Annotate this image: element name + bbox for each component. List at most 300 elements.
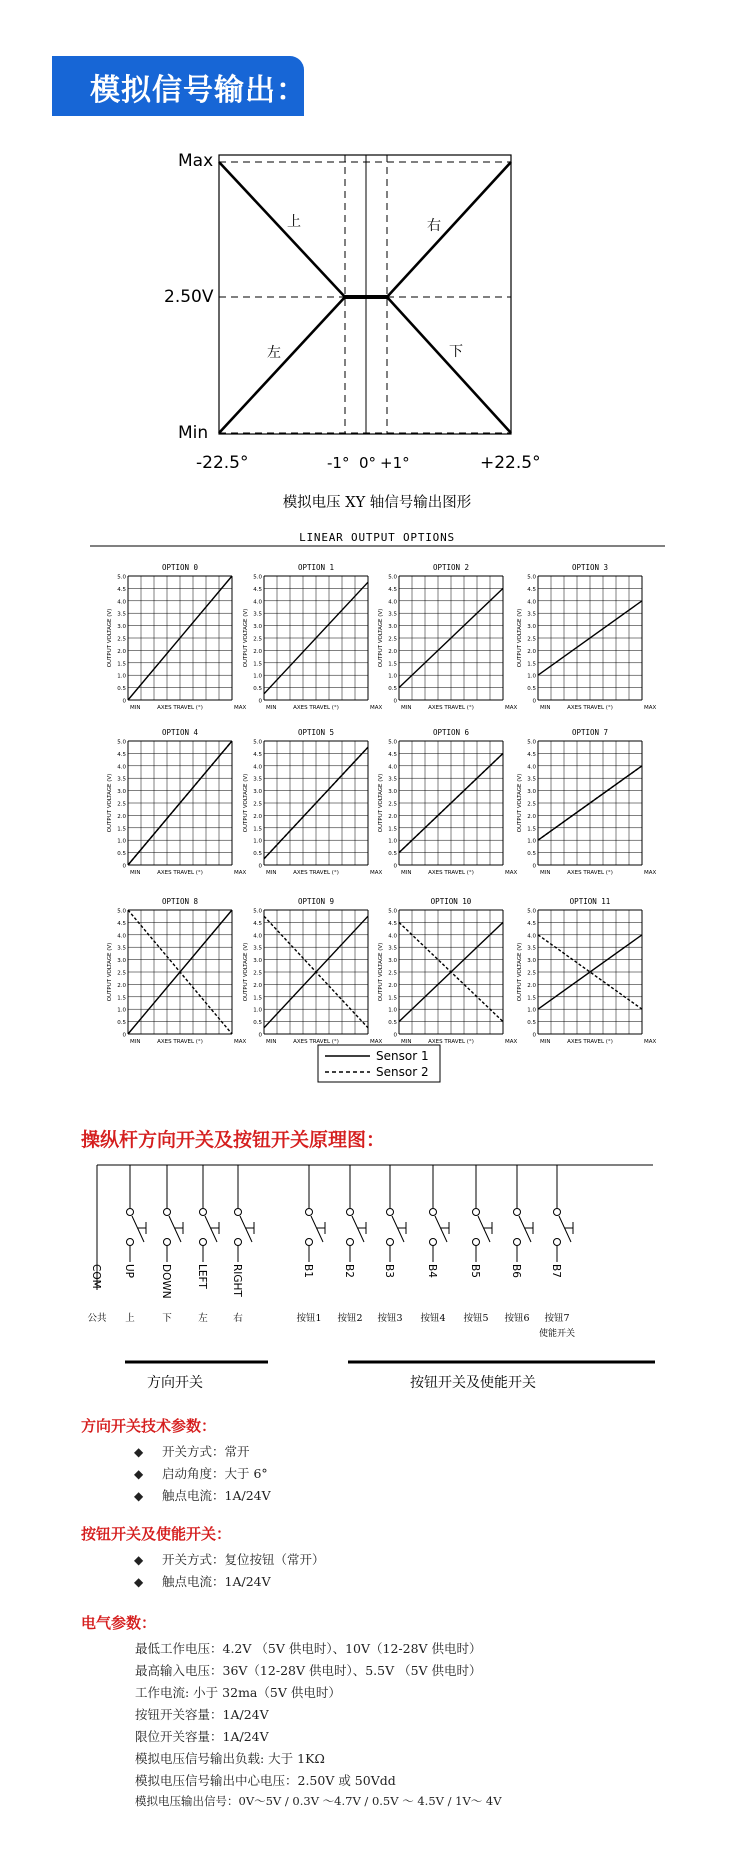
x-max-label: MAX xyxy=(644,870,657,876)
y-tick-label: 3.0 xyxy=(253,624,262,631)
y-axis-label: OUTPUT VOLTAGE (V) xyxy=(107,942,113,1002)
y-tick-label: 2.5 xyxy=(388,636,397,643)
y-tick-label: 2.5 xyxy=(253,970,262,977)
y-tick-label: 4.5 xyxy=(388,751,397,758)
y-tick-label: 2.0 xyxy=(527,982,536,989)
y-axis-label: OUTPUT VOLTAGE (V) xyxy=(517,942,523,1002)
x-axis-label: AXES TRAVEL (°) xyxy=(293,1039,339,1045)
y-tick-label: 5.0 xyxy=(117,574,126,581)
y-tick-label: 2.0 xyxy=(527,648,536,655)
switch-contact xyxy=(473,1239,480,1246)
switch-contact xyxy=(347,1239,354,1246)
terminal-label: 下 xyxy=(162,1313,172,1324)
button-item-current: ◆ 触点电流：1A/24V xyxy=(134,1574,271,1589)
y-tick-label: 2.5 xyxy=(527,636,536,643)
y-tick-label: 3.5 xyxy=(388,945,397,952)
switch-contact xyxy=(127,1209,134,1216)
switch-terminal xyxy=(87,1264,107,1324)
y-tick-label: 3.0 xyxy=(527,789,536,796)
y-tick-label: 1.5 xyxy=(117,995,126,1002)
x-min-label: MIN xyxy=(130,870,141,876)
y-tick-label: 0.5 xyxy=(117,1020,126,1027)
switch-terminal xyxy=(231,1165,254,1324)
switch-contact xyxy=(164,1239,171,1246)
y-tick-label: 1.0 xyxy=(388,838,397,845)
x-axis-label: AXES TRAVEL (°) xyxy=(428,1039,474,1045)
option-title: OPTION 2 xyxy=(432,563,470,572)
y-axis-label: OUTPUT VOLTAGE (V) xyxy=(107,608,113,668)
terminal-code: B6 xyxy=(510,1264,522,1278)
button-item-mode: ◆ 开关方式：复位按钮（常开） xyxy=(134,1552,325,1567)
switch-contact xyxy=(554,1239,561,1246)
switch-schematic xyxy=(0,1150,750,1410)
y-tick-label: 3.5 xyxy=(253,611,262,618)
y-tick-label: 2.0 xyxy=(388,648,397,655)
terminal-code: DOWN xyxy=(160,1264,172,1299)
terminal-code: B2 xyxy=(343,1264,355,1278)
switch-blade xyxy=(519,1216,531,1242)
x-axis-label: AXES TRAVEL (°) xyxy=(157,870,203,876)
terminal-label: 按钮4 xyxy=(420,1313,446,1324)
y-axis-label: OUTPUT VOLTAGE (V) xyxy=(378,942,384,1002)
terminal-code: RIGHT xyxy=(231,1264,243,1297)
switch-contact xyxy=(473,1209,480,1216)
x-label-right: +22.5° xyxy=(480,453,541,473)
y-tick-label: 1.5 xyxy=(117,661,126,668)
y-axis-label: OUTPUT VOLTAGE (V) xyxy=(107,773,113,833)
y-tick-label: 0.5 xyxy=(388,851,397,858)
button-switch-heading: 按钮开关及使能开关： xyxy=(81,1525,232,1543)
y-tick-label: 4.5 xyxy=(527,920,536,927)
x-max-label: MAX xyxy=(234,870,247,876)
option-chart xyxy=(378,897,518,1045)
electrical-item: 最高输入电压：36V（12-28V 供电时）、5.5V （5V 供电时） xyxy=(135,1663,482,1678)
y-tick-label: 1.5 xyxy=(253,995,262,1002)
y-tick-label: 4.5 xyxy=(388,920,397,927)
y-tick-label: 2.0 xyxy=(117,813,126,820)
y-axis-label: OUTPUT VOLTAGE (V) xyxy=(517,773,523,833)
y-tick-label: 0.5 xyxy=(253,851,262,858)
x-label-neg1: -1° xyxy=(327,454,350,472)
y-tick-label: 2.5 xyxy=(527,801,536,808)
y-tick-label: 4.0 xyxy=(527,599,536,606)
y-tick-label: 3.5 xyxy=(388,611,397,618)
group-label-buttons: 按钮开关及使能开关 xyxy=(410,1375,536,1391)
option-title: OPTION 10 xyxy=(430,897,472,906)
x-label-zero: 0° xyxy=(359,454,377,472)
y-tick-label: 0.5 xyxy=(117,851,126,858)
terminal-label: 按钮1 xyxy=(296,1313,322,1324)
switch-contact xyxy=(235,1209,242,1216)
switch-contact xyxy=(306,1239,313,1246)
switch-blade xyxy=(478,1216,490,1242)
y-axis-label: OUTPUT VOLTAGE (V) xyxy=(517,608,523,668)
y-tick-label: 0.5 xyxy=(527,686,536,693)
switch-contact xyxy=(306,1209,313,1216)
y-tick-label: 5.0 xyxy=(527,739,536,746)
terminal-code: B7 xyxy=(550,1264,562,1278)
option-chart xyxy=(517,897,657,1045)
y-tick-label: 3.5 xyxy=(117,776,126,783)
option-chart xyxy=(378,563,518,711)
x-max-label: MAX xyxy=(234,1039,247,1045)
y-tick-label: 0.5 xyxy=(527,851,536,858)
y-tick-label: 3.5 xyxy=(527,945,536,952)
y-tick-label: 1.0 xyxy=(527,1007,536,1014)
terminal-label: 上 xyxy=(125,1313,135,1324)
y-tick-label: 2.5 xyxy=(253,801,262,808)
y-tick-label: 4.0 xyxy=(388,599,397,606)
x-min-label: MIN xyxy=(401,870,412,876)
switch-diagram-title: 操纵杆方向开关及按钮开关原理图： xyxy=(81,1129,386,1151)
option-title: OPTION 7 xyxy=(571,728,609,737)
x-min-label: MIN xyxy=(540,705,551,711)
linear-output-options xyxy=(0,520,750,1100)
y-tick-label: 1.5 xyxy=(527,826,536,833)
option-chart xyxy=(243,897,383,1045)
xy-output-chart xyxy=(0,145,750,515)
terminal-code: UP xyxy=(123,1264,135,1279)
y-tick-label: 3.0 xyxy=(527,624,536,631)
switch-blade xyxy=(435,1216,447,1242)
y-tick-label: 4.5 xyxy=(253,751,262,758)
switch-blade xyxy=(240,1216,252,1242)
y-axis-label: OUTPUT VOLTAGE (V) xyxy=(243,942,249,1002)
xy-output-lines xyxy=(219,162,511,433)
y-tick-label: 4.0 xyxy=(253,933,262,940)
electrical-item: 最低工作电压：4.2V （5V 供电时）、10V（12-28V 供电时） xyxy=(135,1641,482,1656)
y-tick-label: 3.0 xyxy=(253,958,262,965)
y-tick-label: 0 xyxy=(258,1032,262,1039)
xy-frame xyxy=(219,155,511,434)
y-tick-label: 3.5 xyxy=(117,945,126,952)
terminal-label: 按钮2 xyxy=(337,1313,363,1324)
switch-blade xyxy=(352,1216,364,1242)
switch-blade xyxy=(559,1216,571,1242)
y-tick-label: 1.5 xyxy=(388,995,397,1002)
switch-terminal xyxy=(377,1165,406,1324)
legend-sensor1: Sensor 1 xyxy=(376,1049,429,1063)
region-label-down: 下 xyxy=(449,344,463,360)
y-tick-label: 3.5 xyxy=(388,776,397,783)
electrical-item: 工作电流: 小于 32ma（5V 供电时） xyxy=(135,1685,341,1700)
y-tick-label: 4.0 xyxy=(527,764,536,771)
x-min-label: MIN xyxy=(266,870,277,876)
switch-contact xyxy=(164,1209,171,1216)
x-axis-label: AXES TRAVEL (°) xyxy=(293,705,339,711)
y-tick-label: 4.0 xyxy=(527,933,536,940)
terminal-label: 按钮3 xyxy=(377,1313,403,1324)
x-max-label: MAX xyxy=(370,1039,383,1045)
y-tick-label: 0.5 xyxy=(527,1020,536,1027)
y-tick-label: 1.5 xyxy=(388,661,397,668)
option-chart xyxy=(243,563,383,711)
y-tick-label: 4.5 xyxy=(117,920,126,927)
y-tick-label: 0.5 xyxy=(253,686,262,693)
y-tick-label: 1.0 xyxy=(253,1007,262,1014)
y-tick-label: 3.5 xyxy=(527,611,536,618)
region-label-right: 右 xyxy=(427,218,441,234)
x-max-label: MAX xyxy=(370,705,383,711)
y-tick-label: 5.0 xyxy=(253,908,262,915)
terminal-code: B5 xyxy=(469,1264,481,1278)
switch-contact xyxy=(554,1209,561,1216)
y-label-mid: 2.50V xyxy=(164,287,214,307)
y-tick-label: 4.0 xyxy=(253,764,262,771)
y-tick-label: 3.5 xyxy=(253,945,262,952)
linear-options-title: LINEAR OUTPUT OPTIONS xyxy=(299,531,455,544)
switch-contact xyxy=(200,1209,207,1216)
switch-contact xyxy=(430,1209,437,1216)
switch-contact xyxy=(514,1239,521,1246)
y-tick-label: 4.5 xyxy=(527,751,536,758)
x-axis-label: AXES TRAVEL (°) xyxy=(428,870,474,876)
y-tick-label: 1.0 xyxy=(253,838,262,845)
y-axis-label: OUTPUT VOLTAGE (V) xyxy=(243,608,249,668)
switch-blade xyxy=(132,1216,144,1242)
electrical-heading: 电气参数： xyxy=(81,1614,157,1632)
option-title: OPTION 1 xyxy=(297,563,335,572)
direction-item-current: ◆ 触点电流：1A/24V xyxy=(134,1488,271,1503)
y-axis-label: OUTPUT VOLTAGE (V) xyxy=(243,773,249,833)
y-tick-label: 2.0 xyxy=(117,648,126,655)
y-label-min: Min xyxy=(178,423,209,443)
y-tick-label: 1.5 xyxy=(388,826,397,833)
option-title: OPTION 4 xyxy=(161,728,199,737)
y-tick-label: 2.0 xyxy=(388,813,397,820)
y-tick-label: 1.5 xyxy=(117,826,126,833)
x-label-pos1: +1° xyxy=(380,454,410,472)
switch-terminal xyxy=(544,1165,573,1324)
y-tick-label: 0.5 xyxy=(117,686,126,693)
switch-terminal xyxy=(337,1165,366,1324)
y-tick-label: 2.0 xyxy=(253,982,262,989)
y-tick-label: 2.5 xyxy=(117,636,126,643)
x-min-label: MIN xyxy=(540,1039,551,1045)
x-max-label: MAX xyxy=(505,705,518,711)
option-title: OPTION 11 xyxy=(569,897,611,906)
x-min-label: MIN xyxy=(401,1039,412,1045)
x-max-label: MAX xyxy=(234,705,247,711)
electrical-item: 模拟电压输出信号：0V～5V / 0.3V ～4.7V / 0.5V ～ 4.5V / 1V～ 4V xyxy=(135,1794,502,1808)
switch-terminal xyxy=(296,1165,325,1324)
switch-blade xyxy=(169,1216,181,1242)
terminal-code: B4 xyxy=(426,1264,438,1278)
y-tick-label: 3.5 xyxy=(527,776,536,783)
switch-contact xyxy=(235,1239,242,1246)
y-tick-label: 3.0 xyxy=(388,789,397,796)
y-tick-label: 2.0 xyxy=(253,813,262,820)
y-tick-label: 0 xyxy=(122,863,126,870)
section-banner xyxy=(52,56,307,116)
terminal-code: COM xyxy=(90,1264,102,1289)
y-tick-label: 5.0 xyxy=(388,908,397,915)
y-tick-label: 4.5 xyxy=(253,920,262,927)
electrical-item: 限位开关容量：1A/24V xyxy=(135,1729,269,1744)
y-tick-label: 0 xyxy=(532,698,536,705)
y-tick-label: 4.5 xyxy=(388,586,397,593)
y-tick-label: 3.0 xyxy=(527,958,536,965)
y-tick-label: 0.5 xyxy=(388,1020,397,1027)
y-tick-label: 3.0 xyxy=(388,624,397,631)
y-tick-label: 1.0 xyxy=(117,673,126,680)
x-axis-label: AXES TRAVEL (°) xyxy=(157,705,203,711)
y-tick-label: 2.5 xyxy=(117,970,126,977)
region-label-up: 上 xyxy=(287,214,301,230)
terminal-label: 按钮7 xyxy=(544,1313,570,1324)
switch-terminal xyxy=(160,1165,183,1324)
y-tick-label: 0 xyxy=(258,698,262,705)
switch-contact xyxy=(347,1209,354,1216)
switch-contact xyxy=(127,1239,134,1246)
y-tick-label: 3.0 xyxy=(117,958,126,965)
region-label-left: 左 xyxy=(267,345,281,361)
y-tick-label: 3.0 xyxy=(253,789,262,796)
switch-terminal xyxy=(123,1165,146,1324)
y-tick-label: 2.0 xyxy=(117,982,126,989)
chart-legend xyxy=(318,1045,440,1082)
x-axis-label: AXES TRAVEL (°) xyxy=(567,1039,613,1045)
x-min-label: MIN xyxy=(540,870,551,876)
y-tick-label: 1.0 xyxy=(253,673,262,680)
y-tick-label: 4.0 xyxy=(117,933,126,940)
terminal-label: 右 xyxy=(233,1313,243,1324)
y-tick-label: 3.5 xyxy=(253,776,262,783)
y-tick-label: 0 xyxy=(122,1032,126,1039)
option-chart xyxy=(107,563,247,711)
x-axis-label: AXES TRAVEL (°) xyxy=(567,870,613,876)
option-title: OPTION 8 xyxy=(161,897,199,906)
x-axis-label: AXES TRAVEL (°) xyxy=(428,705,474,711)
legend-sensor2: Sensor 2 xyxy=(376,1065,429,1079)
y-tick-label: 5.0 xyxy=(388,574,397,581)
y-tick-label: 4.0 xyxy=(117,599,126,606)
y-tick-label: 5.0 xyxy=(253,574,262,581)
y-tick-label: 4.0 xyxy=(388,933,397,940)
y-tick-label: 0 xyxy=(122,698,126,705)
y-tick-label: 2.5 xyxy=(253,636,262,643)
y-tick-label: 1.5 xyxy=(253,661,262,668)
terminal-label: 公共 xyxy=(87,1313,107,1324)
y-tick-label: 5.0 xyxy=(388,739,397,746)
y-tick-label: 0 xyxy=(258,863,262,870)
y-tick-label: 0 xyxy=(532,1032,536,1039)
terminal-code: LEFT xyxy=(196,1264,208,1289)
y-tick-label: 1.5 xyxy=(527,995,536,1002)
terminal-code: B3 xyxy=(383,1264,395,1278)
option-title: OPTION 3 xyxy=(571,563,609,572)
option-chart xyxy=(107,897,247,1045)
y-tick-label: 4.5 xyxy=(253,586,262,593)
y-tick-label: 2.0 xyxy=(527,813,536,820)
x-max-label: MAX xyxy=(370,870,383,876)
y-tick-label: 0 xyxy=(393,863,397,870)
terminal-label: 按钮6 xyxy=(504,1313,530,1324)
switch-blade xyxy=(311,1216,323,1242)
y-tick-label: 2.5 xyxy=(388,970,397,977)
switch-contact xyxy=(430,1239,437,1246)
y-tick-label: 4.5 xyxy=(527,586,536,593)
electrical-item: 模拟电压信号输出中心电压：2.50V 或 50Vdd xyxy=(135,1773,396,1788)
terminal-code: B1 xyxy=(302,1264,314,1278)
terminal-label: 左 xyxy=(198,1313,208,1324)
switch-terminal xyxy=(463,1165,492,1324)
y-axis-label: OUTPUT VOLTAGE (V) xyxy=(378,773,384,833)
x-axis-label: AXES TRAVEL (°) xyxy=(293,870,339,876)
y-tick-label: 3.0 xyxy=(117,789,126,796)
y-tick-label: 0 xyxy=(393,698,397,705)
option-title: OPTION 0 xyxy=(161,563,199,572)
y-tick-label: 4.0 xyxy=(388,764,397,771)
y-tick-label: 0.5 xyxy=(253,1020,262,1027)
y-tick-label: 1.0 xyxy=(527,838,536,845)
x-max-label: MAX xyxy=(644,705,657,711)
y-tick-label: 0.5 xyxy=(388,686,397,693)
y-axis-label: OUTPUT VOLTAGE (V) xyxy=(378,608,384,668)
x-max-label: MAX xyxy=(644,1039,657,1045)
option-title: OPTION 6 xyxy=(432,728,470,737)
y-tick-label: 4.0 xyxy=(253,599,262,606)
switch-terminal xyxy=(420,1165,449,1324)
y-tick-label: 1.0 xyxy=(527,673,536,680)
switch-contact xyxy=(514,1209,521,1216)
y-tick-label: 1.0 xyxy=(117,1007,126,1014)
b7-sublabel: 使能开关 xyxy=(538,1329,576,1339)
x-min-label: MIN xyxy=(130,705,141,711)
y-tick-label: 1.5 xyxy=(253,826,262,833)
y-label-max: Max xyxy=(178,151,214,171)
y-tick-label: 0 xyxy=(393,1032,397,1039)
y-tick-label: 3.0 xyxy=(117,624,126,631)
y-tick-label: 1.0 xyxy=(388,673,397,680)
option-chart xyxy=(243,728,383,876)
y-tick-label: 1.0 xyxy=(388,1007,397,1014)
group-label-direction: 方向开关 xyxy=(147,1375,203,1391)
y-tick-label: 2.0 xyxy=(253,648,262,655)
y-tick-label: 0 xyxy=(532,863,536,870)
y-tick-label: 4.5 xyxy=(117,751,126,758)
y-tick-label: 1.0 xyxy=(117,838,126,845)
switch-blade xyxy=(205,1216,217,1242)
y-tick-label: 5.0 xyxy=(117,739,126,746)
switch-contact xyxy=(200,1239,207,1246)
switch-contact xyxy=(387,1209,394,1216)
option-title: OPTION 5 xyxy=(297,728,335,737)
direction-switch-heading: 方向开关技术参数： xyxy=(81,1417,217,1435)
x-axis-label: AXES TRAVEL (°) xyxy=(567,705,613,711)
x-max-label: MAX xyxy=(505,870,518,876)
xy-chart-caption: 模拟电压 XY 轴信号输出图形 xyxy=(282,495,472,511)
x-min-label: MIN xyxy=(130,1039,141,1045)
y-tick-label: 3.0 xyxy=(388,958,397,965)
option-title: OPTION 9 xyxy=(297,897,335,906)
terminal-label: 按钮5 xyxy=(463,1313,489,1324)
option-chart xyxy=(517,728,657,876)
y-tick-label: 5.0 xyxy=(527,574,536,581)
y-tick-label: 3.5 xyxy=(117,611,126,618)
y-tick-label: 2.5 xyxy=(527,970,536,977)
option-chart xyxy=(517,563,657,711)
direction-item-mode: ◆ 开关方式：常开 xyxy=(134,1444,250,1459)
banner-title: 模拟信号输出： xyxy=(90,73,307,108)
switch-terminal xyxy=(196,1165,219,1324)
y-tick-label: 1.5 xyxy=(527,661,536,668)
x-axis-label: AXES TRAVEL (°) xyxy=(157,1039,203,1045)
y-tick-label: 2.0 xyxy=(388,982,397,989)
option-chart xyxy=(378,728,518,876)
x-min-label: MIN xyxy=(266,1039,277,1045)
y-tick-label: 2.5 xyxy=(388,801,397,808)
